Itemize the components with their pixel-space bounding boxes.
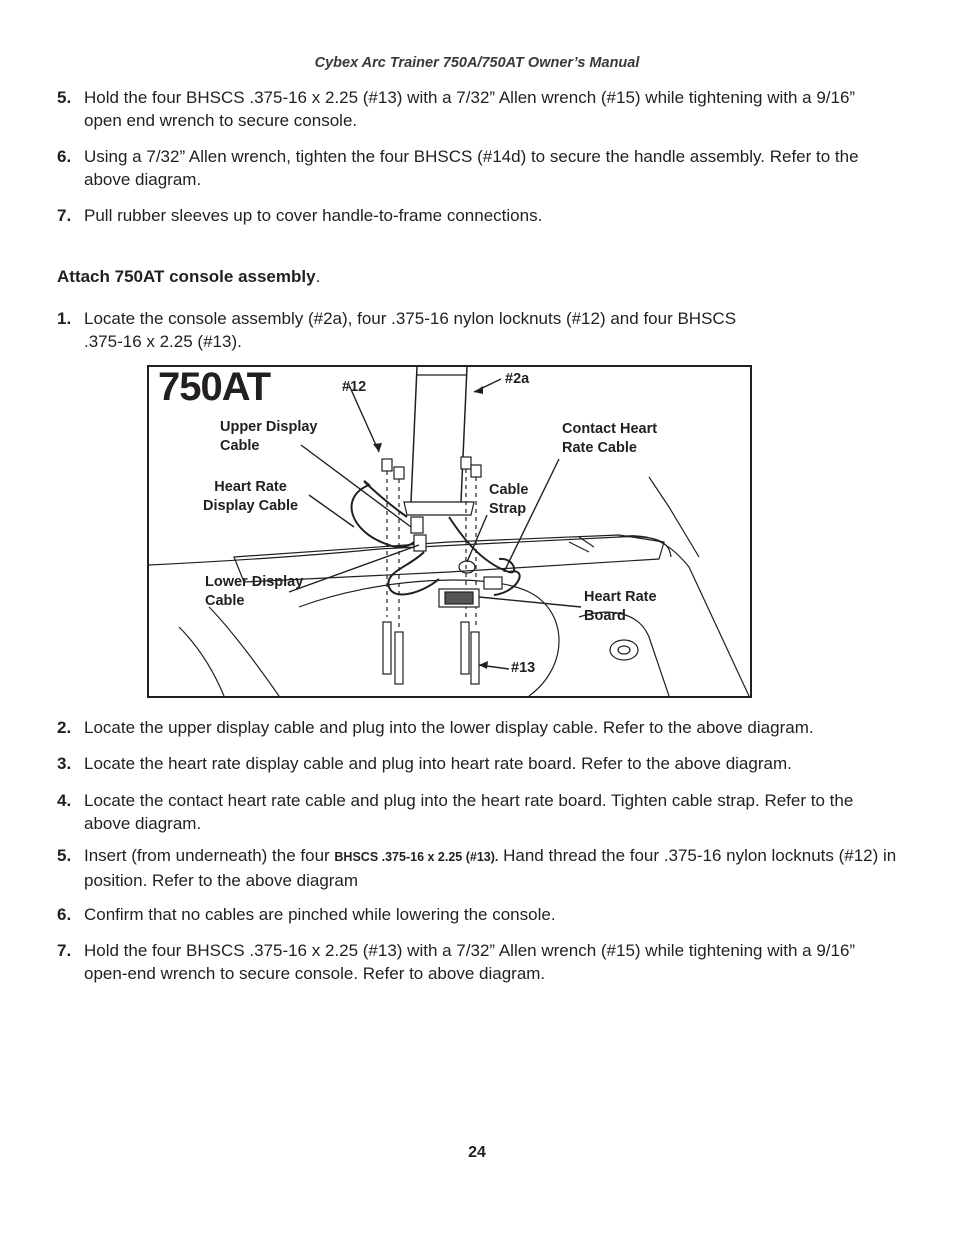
page-number: 24 [468,1144,486,1161]
step-text: Hold the four BHSCS .375-16 x 2.25 (#13) with a 7/32” Allen wrench (#15) while tightening with a 9/16” open-end wrench to secure console. Refer to above diagram. [84,941,856,983]
label-part-13: #13 [511,660,536,676]
frame-left-leg-2 [179,627,224,696]
step-number: 6. [57,905,72,924]
label-cable-strap: Cable Strap [489,482,529,517]
step-number: 3. [57,754,72,773]
label-hr-board: Heart Rate Board [584,589,657,624]
leader-cable-strap [467,515,487,562]
locknut-3 [461,457,471,469]
leader-hr-display [309,495,354,527]
step-6-top [57,145,897,191]
upper-display-connector [411,517,423,533]
arrow-13 [479,661,488,669]
lower-display-connector [414,535,426,551]
step-number: 5. [57,846,72,865]
section-title-text: Attach 750AT console assembly [57,267,316,286]
hr-board-plug [484,577,502,589]
step-text: Using a 7/32” Allen wrench, tighten the four BHSCS (#14d) to secure the handle assembly. Refer to the above diagram. [84,147,859,189]
hr-board-chip [445,592,473,604]
locknut-4 [471,465,481,477]
bolt-1 [383,622,391,674]
step-3 [57,752,897,775]
model-label: 750AT [158,365,271,409]
arrow-2a [474,386,483,394]
step-number: 6. [57,147,72,166]
step-text: Locate the contact heart rate cable and plug into the heart rate board. Tighten cable strap. Refer to the above diagram. [84,791,854,833]
step-number: 5. [57,88,72,107]
step-4 [57,789,897,835]
arrow-12 [373,443,382,452]
step-text-line1: Locate the console assembly (#2a), four .375-16 nylon locknuts (#12) and four BHSCS [84,309,737,328]
step-5-top [57,86,897,132]
step-7-top [57,204,897,227]
section-title [57,267,320,287]
pivot-hole [618,646,630,654]
locknut-2 [394,467,404,479]
label-upper-display-cable: Upper Display Cable [220,419,318,454]
step-number: 7. [57,941,72,960]
step-text [84,307,897,353]
step-text-post: Hand thread the four .375-16 nylon locknuts (#12) in position. Refer to the above diagram [84,846,897,890]
step-number: 2. [57,718,72,737]
step-text-part-spec: BHSCS .375-16 x 2.25 (#13). [334,850,499,864]
console-assembly-diagram [147,365,752,698]
step-text: Locate the upper display cable and plug into the lower display cable. Refer to the above diagram. [84,718,814,737]
step-5 [57,844,897,892]
pivot-boss [610,640,638,660]
step-text: Hold the four BHSCS .375-16 x 2.25 (#13) with a 7/32” Allen wrench (#15) while tightening with a 9/16” open end wrench to secure console. [84,88,856,130]
bolt-2 [395,632,403,684]
bolt-4 [471,632,479,684]
step-2 [57,716,897,739]
label-hr-display-cable: Heart Rate Display Cable [203,479,299,514]
step-text: Locate the heart rate display cable and plug into heart rate board. Refer to the above diagram. [84,754,792,773]
step-number: 4. [57,791,72,810]
step-7 [57,939,897,985]
mast-base-plate [404,502,474,515]
step-number: 7. [57,206,72,225]
manual-header: Cybex Arc Trainer 750A/750AT Owner’s Manual [314,55,640,71]
step-6 [57,903,897,926]
label-part-12: #12 [342,379,367,395]
label-lower-display-cable: Lower Display Cable [205,574,304,609]
locknut-1 [382,459,392,471]
bolt-3 [461,622,469,674]
console-shroud [299,580,559,696]
frame-left-leg [209,607,279,696]
mast-sides [411,367,467,502]
leader-hr-board [479,597,581,607]
section-title-period: . [315,267,321,286]
step-text: Confirm that no cables are pinched while lowering the console. [84,905,556,924]
step-text-pre: Insert (from underneath) the four [84,846,335,865]
frame-back-line [649,477,699,557]
step-text: Pull rubber sleeves up to cover handle-to-frame connections. [84,206,543,225]
diagram-illustration [149,367,750,696]
step-text-line2: .375-16 x 2.25 (#13). [84,332,242,351]
label-contact-hr-cable: Contact Heart Rate Cable [562,421,658,456]
step-text [84,844,897,892]
leader-upper-display [301,445,411,527]
frame-upper-edge [149,537,671,565]
label-part-2a: #2a [505,371,530,387]
step-1 [57,307,897,353]
step-number: 1. [57,309,72,328]
